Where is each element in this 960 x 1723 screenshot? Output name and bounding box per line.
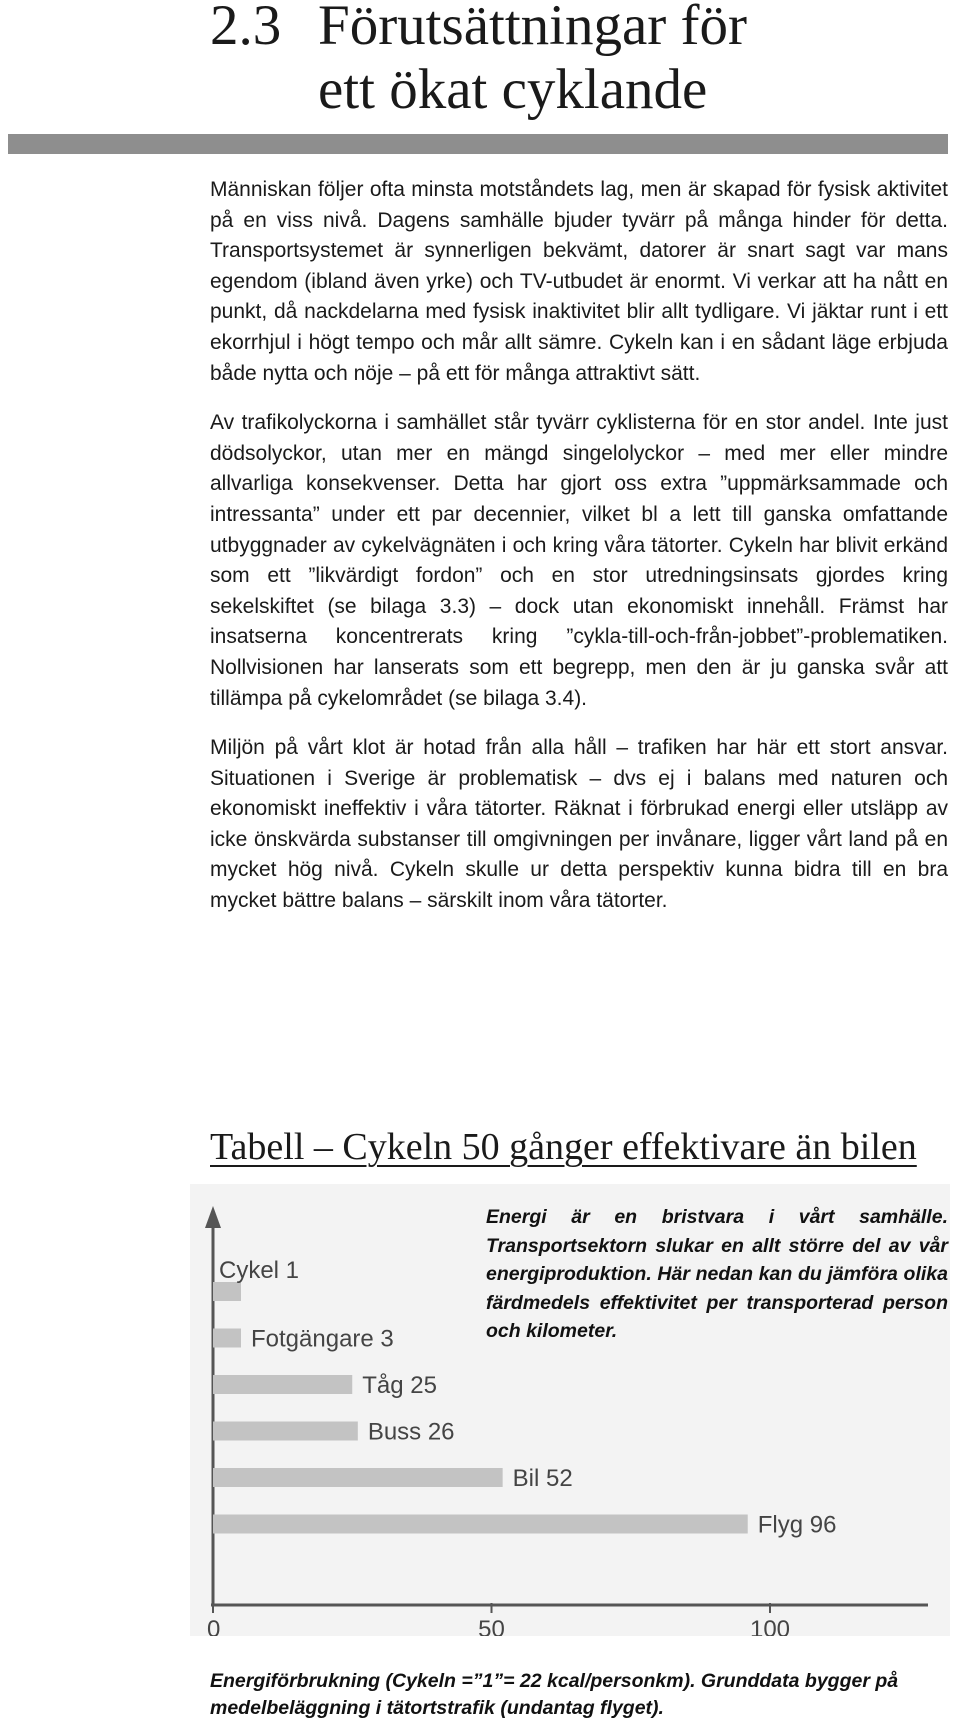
section-number: 2.3 xyxy=(210,0,282,57)
paragraph: Människan följer ofta minsta motståndets lag, men är skapad för fysisk aktivitet på en viss nivå. Dagens samhälle bjuder tyvärr på många hinder för detta. Transportsystemet är synnerligen bekvämt, datorer är snart sagt var mans egendom (ibland även yrke) och TV-utbudet är enormt. Vi verkar att ha nått en punkt, då nackdelarna med fysisk inaktivitet blir allt tydligare. Vi jäktar runt i ett ekorrhjul i högt tempo och mår allt sämre. Cykeln kan i en sådant läge erbjuda både nytta och nöje – på ett för många attraktivt sätt. xyxy=(210,178,948,385)
bar-label: Buss 26 xyxy=(367,1418,455,1446)
body-text xyxy=(210,175,948,936)
section-rule xyxy=(8,134,948,154)
x-tick-label: 100 xyxy=(749,1616,791,1636)
bar-label: Tåg 25 xyxy=(362,1372,437,1399)
y-axis-arrow xyxy=(205,1206,221,1228)
bar xyxy=(213,1422,358,1441)
bar xyxy=(213,1375,352,1394)
table-title: Tabell – Cykeln 50 gånger effektivare än bilen xyxy=(210,1126,917,1168)
section-title-line1: Förutsättningar för xyxy=(318,0,748,57)
bar xyxy=(213,1329,241,1348)
bar-label: Cykel 1 xyxy=(219,1257,300,1284)
section-heading xyxy=(210,0,747,122)
bar-label: Flyg 96 xyxy=(757,1511,837,1539)
bar-label: Bil 52 xyxy=(512,1465,573,1492)
chart-note: Energi är en bristvara i vårt samhälle. Transportsektorn slukar en allt större del av vår energiproduktion. Här nedan kan du jämföra olika färdmedels effektivitet per transporterad person och kilometer. xyxy=(486,1206,948,1342)
x-tick-label: 0 xyxy=(207,1616,221,1636)
bar xyxy=(213,1282,241,1301)
paragraph: Miljön på vårt klot är hotad från alla håll – trafiken har här ett stort ansvar. Situationen i Sverige är problematisk – dvs ej i balans med naturen och ekonomiskt ineffektiv i våra tätorter. Räknat i förbrukad energi eller utsläpp av icke önskvärda substanser till omgivningen per invånare, ligger vårt land på en mycket hög nivå. Cykeln skulle ur detta perspektiv kunna bidra till en bra mycket bättre balans – särskilt inom våra tätorter. xyxy=(210,736,948,913)
paragraph: Av trafikolyckorna i samhället står tyvärr cyklisterna för en stor andel. Inte just dödsolyckor, utan mer en mängd singelolyckor – med mer eller mindre allvarliga konsekvenser. Detta har gjort oss extra ”uppmärksammade och intressanta” under ett par decennier, vilket bl a lett till ganska omfattande utbyggnader av cykelvägnäten i och kring våra tätorter. Cykeln har blivit erkänd som ett ”likvärdigt fordon” och en stor utredningsinsats gjordes kring sekelskiftet (se bilaga 3.3) – dock utan ekonomiskt innehåll. Främst har insatserna koncentrerats kring ”cykla-till-och-från-jobbet”-problematiken. Nollvisionen har lanserats som ett begrepp, men den är ju ganska svår att tillämpa på cykelområdet (se bilaga 3.4). xyxy=(210,411,948,710)
bar-label: Fotgängare 3 xyxy=(251,1325,394,1353)
x-tick-label: 50 xyxy=(478,1616,505,1636)
bar xyxy=(213,1468,503,1487)
section-title-line2: ett ökat cyklande xyxy=(318,58,708,121)
bar xyxy=(213,1515,748,1534)
chart-caption: Energiförbrukning (Cykeln =”1”= 22 kcal/personkm). Grunddata bygger på medelbeläggning i tätortstrafik (undantag flyget). xyxy=(210,1670,899,1719)
